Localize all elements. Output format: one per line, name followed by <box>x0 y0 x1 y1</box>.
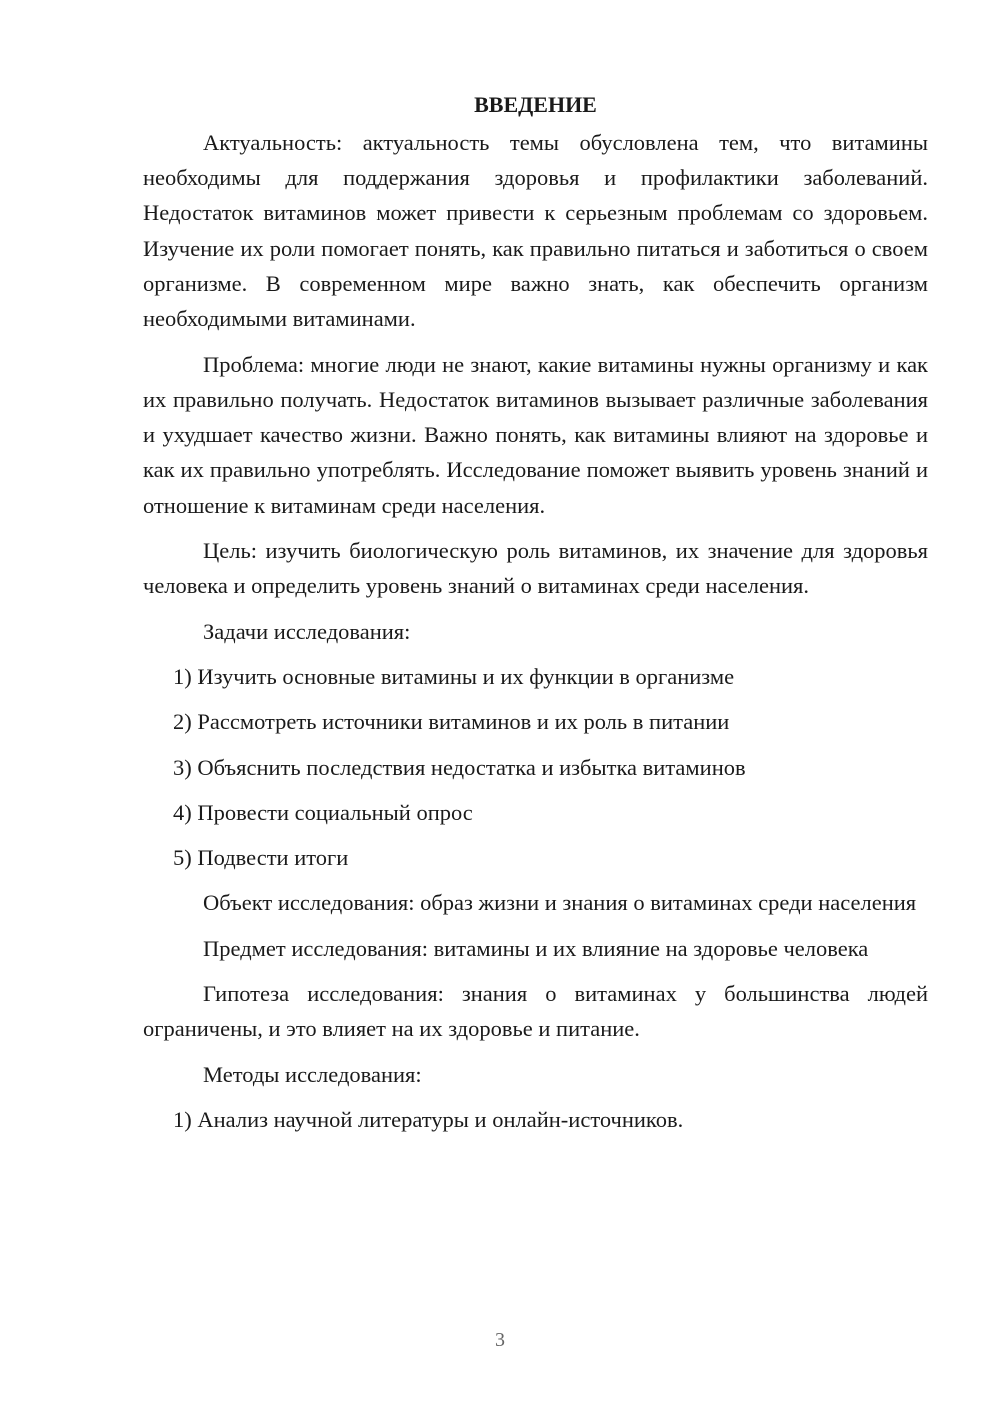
list-item: 1) Изучить основные витамины и их функции в организме <box>173 663 735 689</box>
tasks-heading: Задачи исследования: <box>203 618 411 644</box>
methods-list <box>143 1102 928 1137</box>
tasks-list <box>143 659 928 875</box>
methods-heading: Методы исследования: <box>203 1061 422 1087</box>
page-number: 3 <box>495 1329 505 1351</box>
list-item: 1) Анализ научной литературы и онлайн-источников. <box>173 1106 684 1132</box>
paragraph-relevance: Актуальность: актуальность темы обусловлена тем, что витамины необходимы для поддержания здоровья и профилактики заболеваний. Недостаток витаминов может привести к серьезным проблемам со здоровьем. Изучение их роли помогает понять, как правильно питаться и заботиться о своем организме. В современном мире важно знать, как обеспечить организм необходимыми витаминами. <box>143 129 928 332</box>
document-page <box>143 90 928 1147</box>
paragraph-hypothesis: Гипотеза исследования: знания о витаминах у большинства людей ограничены, и это влияет на их здоровье и питание. <box>143 981 928 1042</box>
section-title: ВВЕДЕНИЕ <box>474 92 597 117</box>
list-item: 5) Подвести итоги <box>173 845 349 871</box>
paragraph-object: Объект исследования: образ жизни и знания о витаминах среди населения <box>203 890 917 916</box>
list-item: 2) Рассмотреть источники витаминов и их роль в питании <box>173 709 730 735</box>
paragraph-goal: Цель: изучить биологическую роль витаминов, их значение для здоровья человека и определить уровень знаний о витаминах среди населения. <box>143 538 928 599</box>
paragraph-problem: Проблема: многие люди не знают, какие витамины нужны организму и как их правильно получать. Недостаток витаминов вызывает различные заболевания и ухудшает качество жизни. Важно понять, как витамины влияют на здоровье и как их правильно употреблять. Исследование поможет выявить уровень знаний и отношение к витаминам среди населения. <box>143 351 928 518</box>
list-item: 3) Объяснить последствия недостатка и избытка витаминов <box>173 754 746 780</box>
paragraph-subject: Предмет исследования: витамины и их влияние на здоровье человека <box>203 935 869 961</box>
list-item: 4) Провести социальный опрос <box>173 799 473 825</box>
